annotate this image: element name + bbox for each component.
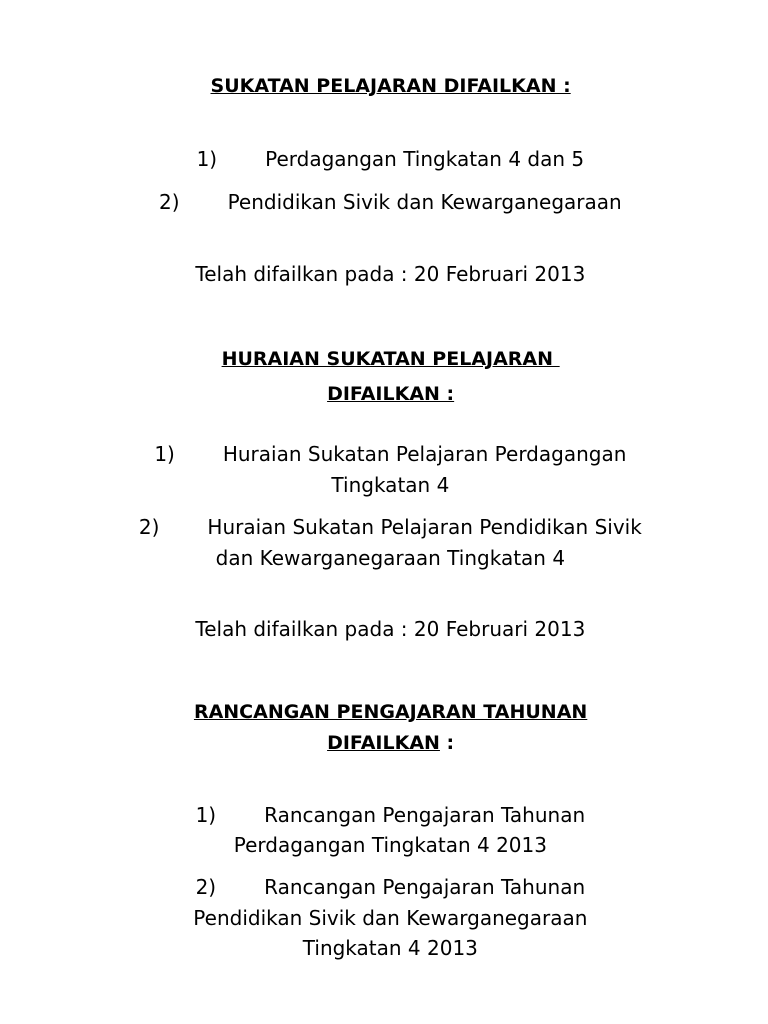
list-item-text: Rancangan Pengajaran Tahunan [264,803,586,827]
filed-date-text: Telah difailkan pada : 20 Februari 2013 [195,262,586,286]
filed-date-text: Telah difailkan pada : 20 Februari 2013 [195,617,586,641]
section1-item-2 [0,160,768,216]
list-number: 1) [154,442,175,466]
section2-filed-date [0,587,768,643]
section1-heading [0,44,768,100]
section1-heading-text: SUKATAN PELAJARAN DIFAILKAN : [210,75,571,97]
list-item-text: Tingkatan 4 [331,473,450,497]
list-item-text: Huraian Sukatan Pelajaran Pendidikan Sivik [207,515,642,539]
list-item-text: Tingkatan 4 2013 [302,936,478,960]
list-number: 1) [196,147,218,171]
section3-heading-text-2: DIFAILKAN [327,732,440,754]
list-item-text: Pendidikan Sivik dan Kewarganegaraan [227,190,622,214]
section3-heading-text-1: RANCANGAN PENGAJARAN TAHUNAN [193,701,588,723]
section2-heading-line2 [0,352,768,408]
section2-heading-text-2: DIFAILKAN : [327,383,455,405]
section2-heading-text-1: HURAIAN SUKATAN PELAJARAN [221,348,560,370]
list-item-text: Huraian Sukatan Pelajaran Perdagangan [222,442,627,466]
list-number: 2) [138,515,160,539]
list-number: 2) [195,875,217,899]
section2-item-2-line2 [0,516,768,572]
section3-heading-colon: : [439,732,455,754]
list-item-text: dan Kewarganegaraan Tingkatan 4 [215,546,566,570]
list-item-text: Perdagangan Tingkatan 4 dan 5 [265,147,585,171]
list-item-text: Perdagangan Tingkatan 4 2013 [233,833,547,857]
list-item-text: Pendidikan Sivik dan Kewarganegaraan [193,906,588,930]
list-item-text: Rancangan Pengajaran Tahunan [264,875,586,899]
list-number: 1) [195,803,217,827]
section1-filed-date [0,232,768,288]
section3-item-2-line3 [0,906,768,962]
section3-heading-line2 [0,701,768,757]
list-number: 2) [159,190,180,214]
